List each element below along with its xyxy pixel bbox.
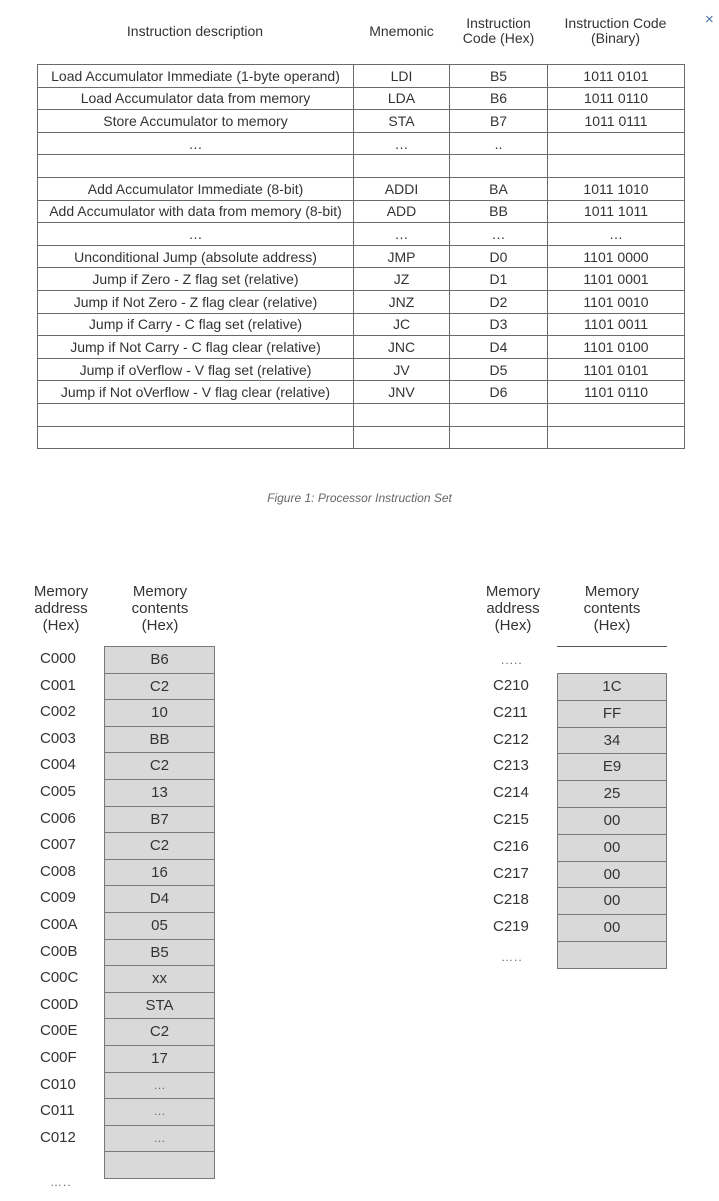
memory-address-header-left: [28, 583, 94, 634]
memory-content-cell: 00: [557, 834, 667, 862]
cell-description: Jump if Not Zero - Z flag clear (relative): [38, 290, 354, 313]
figure-caption: Figure 1: Processor Instruction Set: [267, 491, 452, 505]
cell-mnemonic: ADD: [354, 200, 450, 223]
memory-address: C000: [40, 650, 76, 667]
memory-content-cell: [557, 941, 667, 969]
table-row: [38, 403, 685, 426]
cell-mnemonic: ADDI: [354, 177, 450, 200]
table-row: [38, 290, 685, 313]
memory-content-cell: C2: [104, 832, 215, 860]
memory-address: C219: [493, 918, 529, 936]
memory-address: C009: [40, 889, 76, 907]
table-row: [38, 177, 685, 200]
header-line: Memory: [584, 583, 640, 600]
cell-mnemonic: [354, 403, 450, 426]
memory-address: C00C: [40, 969, 79, 987]
memory-address: C00F: [40, 1049, 77, 1066]
memory-address: C00A: [40, 916, 78, 933]
memory-address: C00E: [40, 1022, 78, 1040]
memory-content-cell: C2: [104, 1018, 215, 1046]
table-row: [38, 200, 685, 223]
memory-content-cell: 16: [104, 859, 215, 887]
cell-mnemonic: LDA: [354, 87, 450, 110]
cell-mnemonic: [354, 155, 450, 178]
memory-content-cell: B7: [104, 806, 215, 834]
cell-binary: 1101 0000: [548, 245, 685, 268]
cell-mnemonic: LDI: [354, 65, 450, 88]
leading-ellipsis: .....: [501, 653, 523, 667]
cell-description: [38, 403, 354, 426]
table-row: [38, 65, 685, 88]
memory-address: C002: [40, 703, 76, 721]
cell-mnemonic: JMP: [354, 245, 450, 268]
cell-description: Jump if Carry - C flag set (relative): [38, 313, 354, 336]
table-row: [38, 132, 685, 155]
cell-hex: B7: [450, 110, 548, 133]
memory-address: C217: [493, 864, 529, 882]
cell-hex: D1: [450, 268, 548, 291]
cell-binary: [548, 155, 685, 178]
table-row: [38, 245, 685, 268]
memory-content-cell: 00: [557, 861, 667, 889]
memory-content-cell: 00: [557, 887, 667, 915]
memory-address: C004: [40, 756, 76, 774]
header-line: address: [486, 600, 540, 617]
memory-content-cell: 10: [104, 699, 215, 727]
header-instruction-code-binary: Instruction Code (Binary): [564, 15, 667, 46]
cell-description: [38, 155, 354, 178]
memory-content-cell: 13: [104, 779, 215, 807]
close-icon[interactable]: ×: [705, 11, 714, 28]
memory-content-cell: 1C: [557, 673, 667, 701]
memory-address: C010: [40, 1075, 76, 1093]
memory-content-cell: D4: [104, 885, 215, 913]
cell-description: Add Accumulator with data from memory (8-bit): [38, 200, 354, 223]
memory-address: C003: [40, 729, 76, 747]
memory-address: C216: [493, 837, 529, 855]
memory-address: C012: [40, 1128, 76, 1146]
header-line: address: [34, 600, 88, 617]
memory-address: C007: [40, 836, 76, 854]
cell-description: Add Accumulator Immediate (8-bit): [38, 177, 354, 200]
cell-description: …: [38, 132, 354, 155]
cell-description: …: [38, 223, 354, 246]
cell-binary: 1011 0111: [548, 110, 685, 133]
header-instruction-code-hex: Instruction Code (Hex): [462, 15, 535, 46]
table-row: [38, 87, 685, 110]
header-line: contents: [131, 600, 189, 617]
table-row: [38, 313, 685, 336]
memory-content-cell: 17: [104, 1045, 215, 1073]
memory-content-cell: E9: [557, 753, 667, 781]
memory-address: C218: [493, 891, 529, 909]
cell-description: Load Accumulator Immediate (1-byte operand): [38, 65, 354, 88]
table-row: [38, 223, 685, 246]
cell-binary: 1101 0110: [548, 381, 685, 404]
cell-binary: [548, 426, 685, 449]
cell-binary: 1101 0010: [548, 290, 685, 313]
trailing-ellipsis: …..: [501, 950, 523, 964]
cell-hex: BB: [450, 200, 548, 223]
memory-content-cell: xx: [104, 965, 215, 993]
memory-address: C211: [493, 703, 528, 721]
memory-content-cell: BB: [104, 726, 215, 754]
contents-header-underline: [557, 646, 667, 647]
memory-address: C210: [493, 677, 529, 694]
cell-description: [38, 426, 354, 449]
table-row: [38, 155, 685, 178]
memory-content-cell: …: [104, 1098, 215, 1126]
cell-hex: [450, 155, 548, 178]
cell-binary: 1101 0100: [548, 336, 685, 359]
memory-content-cell: …: [104, 1072, 215, 1100]
memory-address: C00B: [40, 942, 78, 960]
memory-content-cell: STA: [104, 992, 215, 1020]
cell-binary: 1101 0001: [548, 268, 685, 291]
memory-content-cell: C2: [104, 752, 215, 780]
cell-hex: [450, 403, 548, 426]
cell-mnemonic: JV: [354, 358, 450, 381]
memory-content-cell: B5: [104, 939, 215, 967]
header-instruction-description: Instruction description: [126, 23, 264, 39]
header-line: Memory: [132, 583, 188, 600]
cell-description: Store Accumulator to memory: [38, 110, 354, 133]
cell-hex: B6: [450, 87, 548, 110]
memory-content-cell: B6: [104, 646, 215, 674]
memory-content-cell: …: [104, 1125, 215, 1153]
cell-binary: [548, 132, 685, 155]
memory-address: C00D: [40, 995, 79, 1013]
cell-mnemonic: JNC: [354, 336, 450, 359]
cell-description: Unconditional Jump (absolute address): [38, 245, 354, 268]
memory-address: C212: [493, 730, 529, 748]
cell-mnemonic: JZ: [354, 268, 450, 291]
table-row: [38, 268, 685, 291]
memory-contents-header-right: [572, 583, 652, 634]
memory-content-cell: 25: [557, 780, 667, 808]
cell-mnemonic: [354, 426, 450, 449]
memory-contents-header-left: [120, 583, 200, 634]
cell-binary: 1101 0011: [548, 313, 685, 336]
cell-hex: D4: [450, 336, 548, 359]
memory-address: C215: [493, 811, 529, 828]
cell-hex: …: [450, 223, 548, 246]
trailing-ellipsis: …..: [50, 1175, 72, 1189]
header-line: contents: [583, 600, 641, 617]
memory-address: C214: [493, 784, 529, 802]
header-line: (Hex): [593, 617, 631, 634]
cell-hex: D5: [450, 358, 548, 381]
table-row: [38, 426, 685, 449]
cell-mnemonic: …: [354, 132, 450, 155]
cell-binary: [548, 403, 685, 426]
memory-address-header-right: [480, 583, 546, 634]
memory-content-cell: 05: [104, 912, 215, 940]
cell-description: Jump if Not Carry - C flag clear (relative): [38, 336, 354, 359]
memory-address: C008: [40, 862, 76, 880]
cell-hex: BA: [450, 177, 548, 200]
memory-address: C213: [493, 757, 529, 775]
cell-binary: 1101 0101: [548, 358, 685, 381]
cell-mnemonic: JNV: [354, 381, 450, 404]
cell-hex: D6: [450, 381, 548, 404]
memory-address: C006: [40, 809, 76, 827]
cell-hex: [450, 426, 548, 449]
cell-description: Jump if oVerflow - V flag set (relative): [38, 358, 354, 381]
memory-address: C001: [40, 676, 76, 694]
table-row: [38, 110, 685, 133]
cell-mnemonic: JNZ: [354, 290, 450, 313]
header-line: (Hex): [494, 617, 532, 634]
table-row: [38, 358, 685, 381]
cell-mnemonic: JC: [354, 313, 450, 336]
cell-description: Jump if Zero - Z flag set (relative): [38, 268, 354, 291]
header-line: Memory: [33, 583, 89, 600]
header-line: (Hex): [42, 617, 80, 634]
cell-hex: D3: [450, 313, 548, 336]
memory-content-cell: FF: [557, 700, 667, 728]
memory-content-cell: [104, 1151, 215, 1179]
cell-hex: B5: [450, 65, 548, 88]
memory-content-cell: 34: [557, 727, 667, 755]
header-mnemonic: Mnemonic: [369, 23, 434, 39]
cell-binary: …: [548, 223, 685, 246]
table-row: [38, 381, 685, 404]
cell-description: Load Accumulator data from memory: [38, 87, 354, 110]
cell-hex: ..: [450, 132, 548, 155]
cell-binary: 1011 1010: [548, 177, 685, 200]
memory-content-cell: 00: [557, 914, 667, 942]
memory-address: C005: [40, 783, 76, 800]
cell-binary: 1011 1011: [548, 200, 685, 223]
memory-address: C011: [40, 1102, 75, 1120]
cell-binary: 1011 0110: [548, 87, 685, 110]
instruction-set-table: [37, 64, 685, 449]
cell-mnemonic: …: [354, 223, 450, 246]
header-line: Memory: [485, 583, 541, 600]
cell-mnemonic: STA: [354, 110, 450, 133]
memory-content-cell: C2: [104, 673, 215, 701]
cell-hex: D0: [450, 245, 548, 268]
header-line: (Hex): [141, 617, 179, 634]
cell-hex: D2: [450, 290, 548, 313]
cell-binary: 1011 0101: [548, 65, 685, 88]
table-row: [38, 336, 685, 359]
cell-description: Jump if Not oVerflow - V flag clear (relative): [38, 381, 354, 404]
memory-content-cell: 00: [557, 807, 667, 835]
